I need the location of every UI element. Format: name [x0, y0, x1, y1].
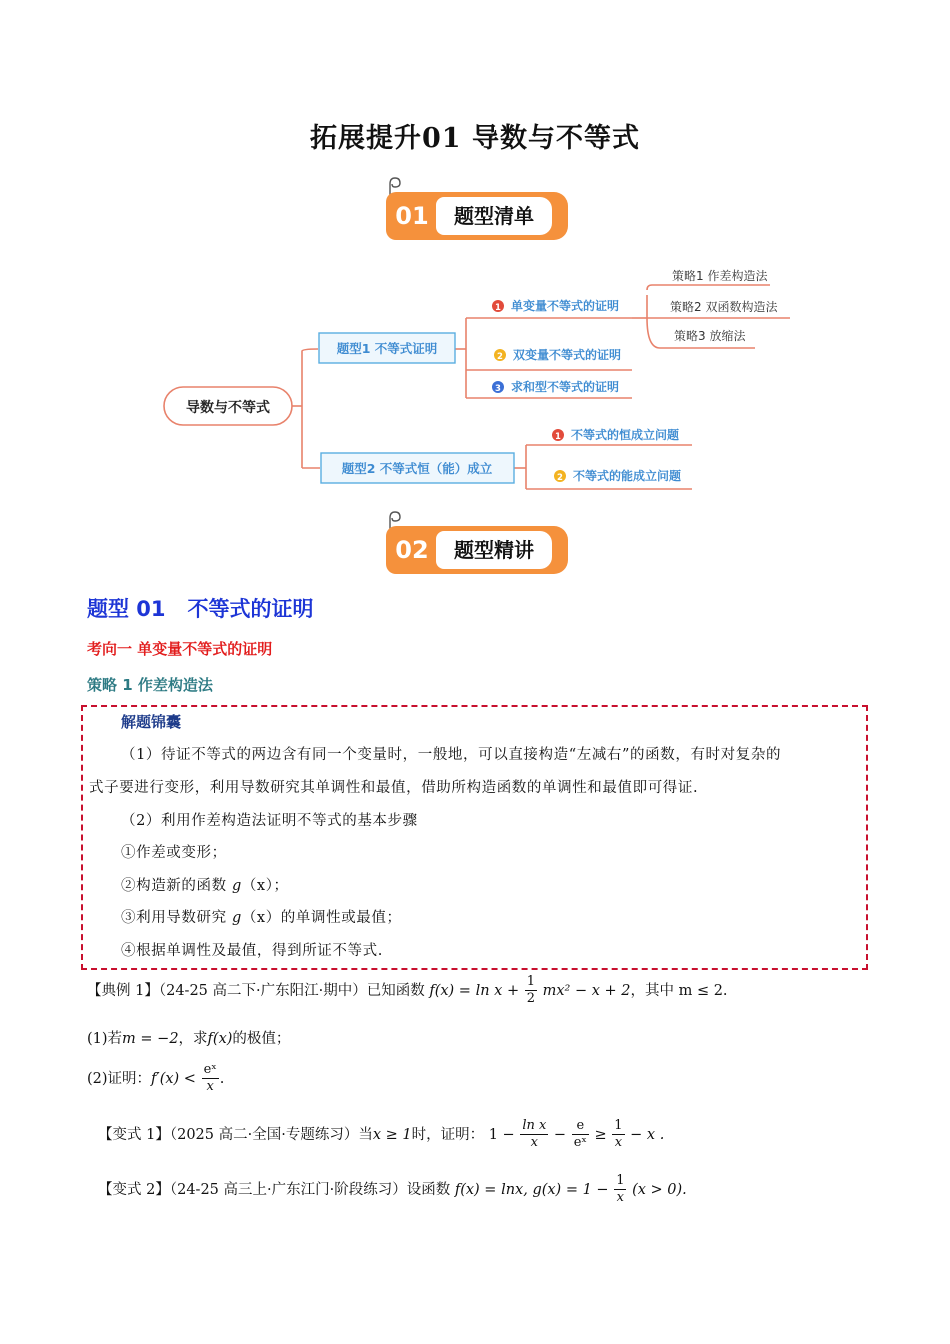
- example-1: 【典例 1】（24-25 高二下·广东阳江·期中）已知函数 f(x) = ln x + $\frac{1}{2}$ mx² − x + 2，其中 m ≤ 2.: [87, 974, 728, 1007]
- direction-heading: 考向一 单变量不等式的证明: [87, 640, 273, 658]
- mindmap-strategy-1: 策略1 作差构造法: [672, 269, 768, 283]
- tip-step-3: ③利用导数研究 g（x）的单调性或最值；: [121, 910, 402, 926]
- mindmap-item-single-var: 单变量不等式的证明: [511, 299, 620, 313]
- mindmap-root: 导数与不等式: [186, 400, 270, 416]
- type-heading: 题型 01 不等式的证明: [87, 597, 314, 621]
- banner-number: 02: [386, 526, 438, 574]
- mindmap: [150, 255, 800, 500]
- example-1-question-2: (2)证明：f′(x) < $\frac{\text{eˣ}}{x}$ .: [87, 1062, 225, 1095]
- tip-line-2: 式子要进行变形，利用导数研究其单调性和最值，借助所构造函数的单调性和最值即可得证.: [89, 780, 699, 796]
- tip-step-4: ④根据单调性及最值，得到所证不等式.: [121, 943, 383, 959]
- mindmap-item-double-var: 双变量不等式的证明: [513, 348, 622, 362]
- banner-number: 01: [386, 192, 438, 240]
- mindmap-strategy-3: 策略3 放缩法: [674, 329, 746, 343]
- svg-text:1: 1: [555, 432, 561, 442]
- tips-title: 解题锦囊: [121, 713, 182, 731]
- tip-step-2: ②构造新的函数 g（x）；: [121, 878, 289, 894]
- tip-step-1: ①作差或变形；: [121, 845, 227, 861]
- svg-text:1: 1: [495, 303, 501, 313]
- svg-text:2: 2: [557, 473, 563, 483]
- example-1-question-1: (1)若m = −2，求f(x)的极值；: [87, 1031, 291, 1047]
- variant-1: 【变式 1】（2025 高二·全国·专题练习）当x ≥ 1时，证明： 1 − $\frac{\text{ln x}}{x}$ − $\frac{e}{\text{eˣ}}$ ≥ $\frac{1}{x}$ − x .: [98, 1118, 665, 1151]
- banner-label: 题型清单: [436, 197, 552, 235]
- svg-text:2: 2: [497, 352, 503, 362]
- mindmap-strategy-2: 策略2 双函数构造法: [670, 300, 778, 314]
- mindmap-branch2: 题型2 不等式恒（能）成立: [341, 461, 493, 476]
- tips-box: [81, 705, 868, 970]
- svg-text:3: 3: [495, 384, 501, 394]
- mindmap-item-always: 不等式的恒成立问题: [571, 428, 680, 442]
- section-banner-lecture: [386, 526, 568, 574]
- tip-line-3: （2）利用作差构造法证明不等式的基本步骤: [121, 813, 418, 829]
- banner-label: 题型精讲: [436, 531, 552, 569]
- mindmap-item-sum: 求和型不等式的证明: [511, 380, 620, 394]
- strategy-heading: 策略 1 作差构造法: [87, 676, 213, 694]
- mindmap-branch1: 题型1 不等式证明: [336, 341, 438, 356]
- document-title: 拓展提升01 导数与不等式: [310, 123, 640, 154]
- section-banner-list: [386, 192, 568, 240]
- tip-line-1: （1）待证不等式的两边含有同一个变量时，一般地，可以直接构造“左减右”的函数，有时对复杂的: [121, 747, 782, 763]
- variant-2: 【变式 2】（24-25 高三上·广东江门·阶段练习）设函数 f(x) = lnx, g(x) = 1 − $\frac{1}{x}$ (x > 0).: [98, 1173, 687, 1206]
- mindmap-item-exists: 不等式的能成立问题: [573, 469, 682, 483]
